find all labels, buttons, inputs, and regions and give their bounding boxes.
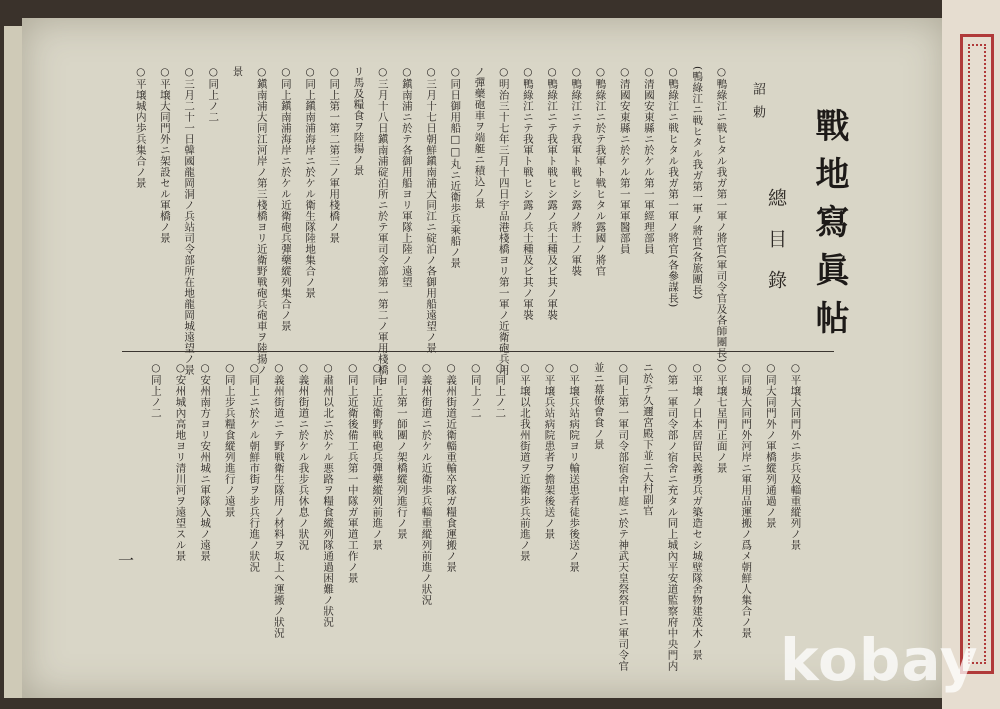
contents-entry: ○三月十七日朝鮮鎭南浦大同江ニ碇泊ノ各御用船遠望ノ景 <box>425 66 438 354</box>
contents-entry: ○同上近衛後備工兵第一中隊ガ軍道工作ノ景 <box>346 362 359 584</box>
decorative-border-inner <box>968 44 986 664</box>
contents-entry: ○同上鎭南浦海岸ニ於ケル衛生隊陸地集合ノ景 <box>304 66 317 299</box>
contents-heading: 總目錄 <box>765 188 787 311</box>
contents-entry: ○肅州以北ニ於ケル悪路ヲ糧食縱列隊通過困難ノ狀況 <box>322 362 335 628</box>
contents-entry: ○義州街道ニ於ケル我步兵休息ノ狀況 <box>297 362 310 551</box>
page-number: 一 <box>118 551 135 570</box>
contents-entry: ○同上鎭南浦海岸ニ於ケル近衛砲兵彈藥縱列集合ノ景 <box>279 66 292 332</box>
contents-entry: ○鎭南浦ニ於テ各御用船ヨリ軍隊上陸ノ遠望 <box>400 66 413 288</box>
contents-entry: ○同上步兵糧食縱列進行ノ遠景 <box>223 362 236 518</box>
watermark: kobay <box>780 626 979 694</box>
contents-entry: ○同上近衛野戦砲兵彈藥縱列前進ノ景 <box>371 362 384 551</box>
contents-entry: ○義州街道ニテ野戦衛生隊用ノ材料ヲ坂上ヘ運搬ノ狀況 <box>272 362 285 639</box>
contents-entry: ○鴨綠江ニテ我軍ト戦ヒシ露ノ將士ノ軍裝 <box>570 66 583 277</box>
contents-entry: 景 <box>231 66 244 77</box>
contents-entry: ○同上ノ二 <box>207 66 220 123</box>
contents-entry: ○平壌大同門外ニ歩兵及輜重縱列ノ景 <box>789 362 802 551</box>
contents-entry: ○同上第一師團ノ架橋縱列進行ノ景 <box>395 362 408 540</box>
contents-entry: ○平壌大同門外ニ架設セル軍橋ノ景 <box>158 66 171 244</box>
contents-entry: ○三月二十一日韓國龍岡洞ノ兵站司令部所在地龍岡城遠望ノ景 <box>183 66 196 376</box>
contents-entry: (鴨綠江ニ戦ヒタル我ガ第一軍ノ將官(各旅團長) <box>691 66 704 300</box>
contents-entry: ○安州城內高地ヨリ清川河ヲ遠望スル景 <box>174 362 187 562</box>
contents-entry: ○鴨綠江ニ戦ヒタル我ガ第一軍ノ將官(各參謀長) <box>667 66 680 308</box>
contents-entry: ○同上ノ二 <box>494 362 507 419</box>
contents-entry: ○平壌七星門正面ノ景 <box>715 362 728 474</box>
contents-entry: ○同城大同門外河岸ニ軍用品運搬ノ爲メ朝鮮人集合ノ景 <box>740 362 753 639</box>
contents-entry: ○平壌ノ日本居留民義勇兵ガ築造セシ城壁隊舍物建茂木ノ景 <box>691 362 704 661</box>
contents-entry: ○鎭南浦大同江河岸ノ第三棧橋ヨリ近衛野戦砲兵砲車ヲ陸揚ノ <box>255 66 268 376</box>
contents-entry: ○鴨綠江ニテ我軍ト戦ヒシ露ノ兵士種及ビ其ノ軍裝 <box>546 66 559 321</box>
contents-entry: ○同日御用船□□丸ニ近衛歩兵乘船ノ景 <box>449 66 462 269</box>
contents-entry: ○清國安東縣ニ於ケル第一軍經理部員 <box>642 66 655 255</box>
contents-entry: ○清國安東縣ニ於ケル第一軍軍醫部員 <box>618 66 631 255</box>
contents-entry: ○鴨綠江ニ戦ヒタル我ガ第一軍ノ將官(軍司令官及各師團長) <box>715 66 728 363</box>
contents-entry: ○三月十八日鎭南浦碇泊所ニ於テ軍司令部第一第二ノ軍用棧橋ヨ <box>376 66 389 387</box>
contents-entry: リ馬及糧食ヲ陸揚ノ景 <box>352 66 365 176</box>
contents-entry: ○平壌兵站病院ヨリ輸送患者徒歩後送ノ景 <box>568 362 581 573</box>
contents-entry: ○第一軍司令部ノ宿舍ニ充タル同上城內平安道監察府中央門内 <box>666 362 679 672</box>
contents-entry: ○義州街道ニ於ケル近衛歩兵輜重縱列前進ノ狀況 <box>420 362 433 606</box>
contents-entry: ニ於テ久邇宮殿下並ニ大村副官 <box>641 362 654 516</box>
contents-entry: ○安州南方ヨリ安州城ニ軍隊入城ノ遠景 <box>199 362 212 562</box>
contents-entry: ○同上ノ二 <box>149 362 162 419</box>
contents-entry: ○平壌城内歩兵集合ノ景 <box>134 66 147 189</box>
contents-entry: ○同上第一軍司令部宿舍中庭ニ於テ神武天皇祭祭日ニ軍司令官 <box>617 362 630 672</box>
contents-entry: ○同上ニ於ケル朝鮮市街ヲ步兵行進ノ狀況 <box>248 362 261 573</box>
contents-entry: ○平壌兵站病院患者ヲ擔架後送ノ景 <box>543 362 556 540</box>
contents-entry: ノ彈藥砲車ヲ端艇ニ積込ノ景 <box>473 66 486 209</box>
contents-entry: ○同大同門外ノ軍橋縱列通過ノ景 <box>764 362 777 529</box>
contents-entry: ○鴨綠江ニ於テ我軍ト戦ヒタル露國ノ將官 <box>594 66 607 277</box>
album-title: 戰地寫眞帖 <box>809 108 849 348</box>
contents-entry: ○同上第一第二第三ノ軍用棧橋ノ景 <box>328 66 341 244</box>
contents-entry: ○明治三十七年三月十四日宇品港棧橋ヨリ第一軍ノ近衛砲兵用 <box>497 66 510 376</box>
contents-entry: ○義州街道近衛輜重輸卒隊ガ糧食運搬ノ景 <box>445 362 458 573</box>
contents-entry: ○鴨綠江ニテ我軍ト戦ヒシ露ノ兵士種及ビ其ノ軍裝 <box>521 66 534 321</box>
contents-entry: ○同上ノ二 <box>469 362 482 419</box>
section-label: 詔勅 <box>750 82 765 128</box>
contents-entry: ○平壌以北我州街道ヲ近衛歩兵前進ノ景 <box>518 362 531 562</box>
contents-entry: 並ニ幕僚會食ノ景 <box>592 362 605 450</box>
